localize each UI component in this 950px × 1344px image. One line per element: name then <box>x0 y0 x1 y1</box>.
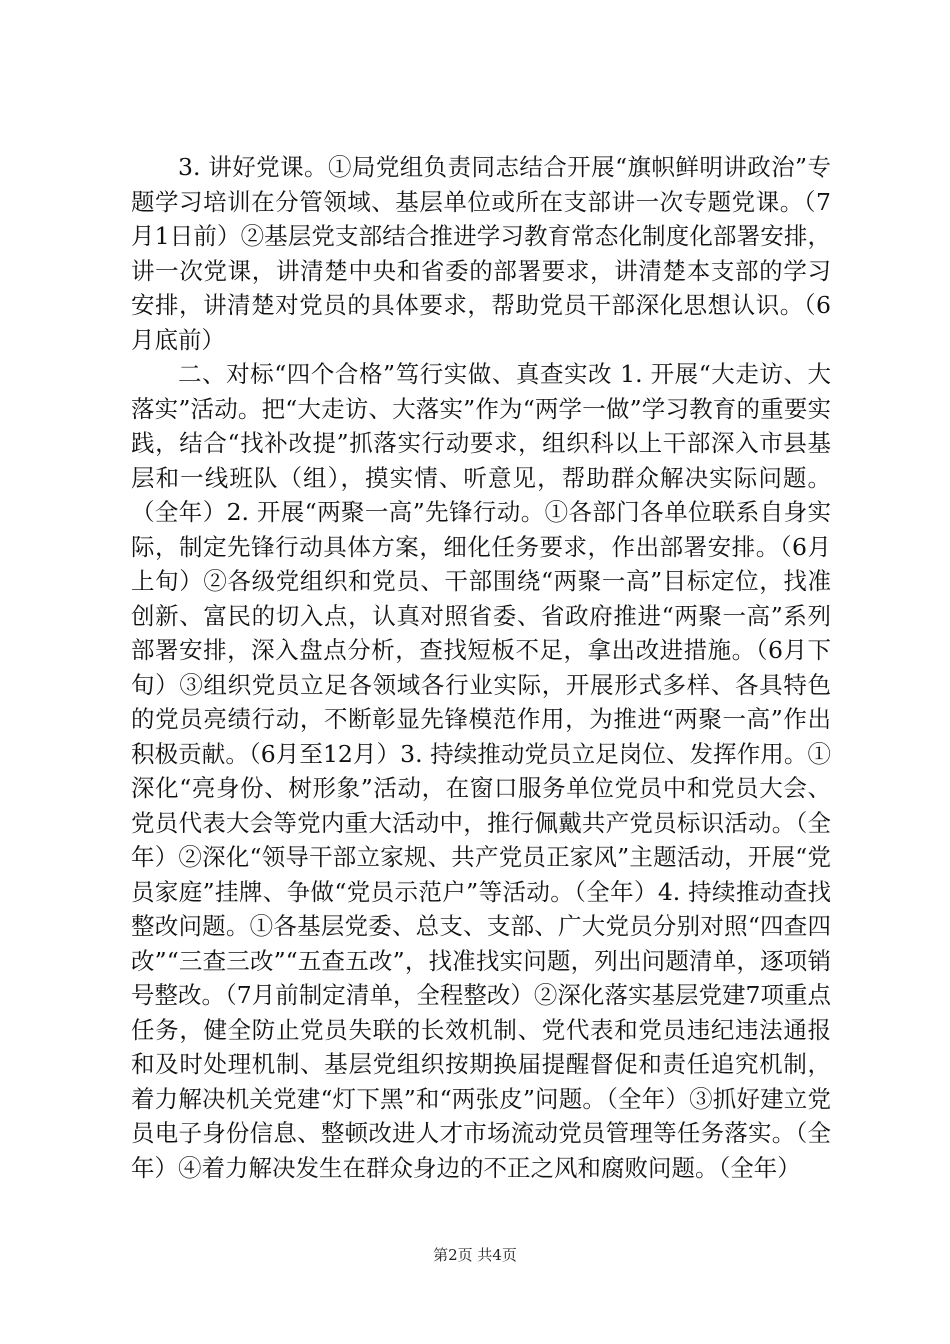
paragraph-four-qualifications: 二、对标“四个合格”笃行实做、真查实改 1. 开展“大走访、大落实”活动。把“大走访、大落实”作为“两学一做”学习教育的重要实践，结合“找补改提”抓落实行动要求，组织科以上干部深入市县基层和一线班队（组），摸实情、听意见，帮助群众解决实际问题。（全年）2. 开展“两聚一高”先锋行动。①各部门各单位联系自身实际，制定先锋行动具体方案，细化任务要求，作出部署安排。（6月上旬）②各级党组织和党员、干部围绕“两聚一高”目标定位，找准创新、富民的切入点，认真对照省委、省政府推进“两聚一高”系列部署安排，深入盘点分析，查找短板不足，拿出改进措施。（6月下旬）③组织党员立足各领域各行业实际，开展形式多样、各具特色的党员亮绩行动，不断彰显先锋模范作用，为推进“两聚一高”作出积极贡献。（6月至12月）3. 持续推动党员立足岗位、发挥作用。①深化“亮身份、树形象”活动，在窗口服务单位党员中和党员大会、党员代表大会等党内重大活动中，推行佩戴共产党员标识活动。（全年）②深化“领导干部立家规、共产党员正家风”主题活动，开展“党员家庭”挂牌、争做“党员示范户”等活动。（全年）4. 持续推动查找整改问题。①各基层党委、总支、支部、广大党员分别对照“四查四改”“三查三改”“五查五改”，找准找实问题，列出问题清单，逐项销号整改。（7月前制定清单，全程整改）②深化落实基层党建7项重点任务，健全防止党员失联的长效机制、党代表和党员违纪违法通报和及时处理机制、基层党组织按期换届提醒督促和责任追究机制，着力解决机关党建“灯下黑”和“两张皮”问题。（全年）③抓好建立党员电子身份信息、整顿改进人才市场流动党员管理等任务落实。（全年）④着力解决发生在群众身边的不正之风和腐败问题。（全年） <box>131 360 831 1182</box>
page-footer: 第2页 共4页 <box>433 1246 517 1264</box>
body-text <box>131 150 831 1185</box>
paragraph-party-lecture: 3. 讲好党课。①局党组负责同志结合开展“旗帜鲜明讲政治”专题学习培训在分管领域、基层单位或所在支部讲一次专题党课。（7月1日前）②基层党支部结合推进学习教育常态化制度化部署安排，讲一次党课，讲清楚中央和省委的部署要求，讲清楚本支部的学习安排，讲清楚对党员的具体要求，帮助党员干部深化思想认识。（6月底前） <box>131 153 831 354</box>
